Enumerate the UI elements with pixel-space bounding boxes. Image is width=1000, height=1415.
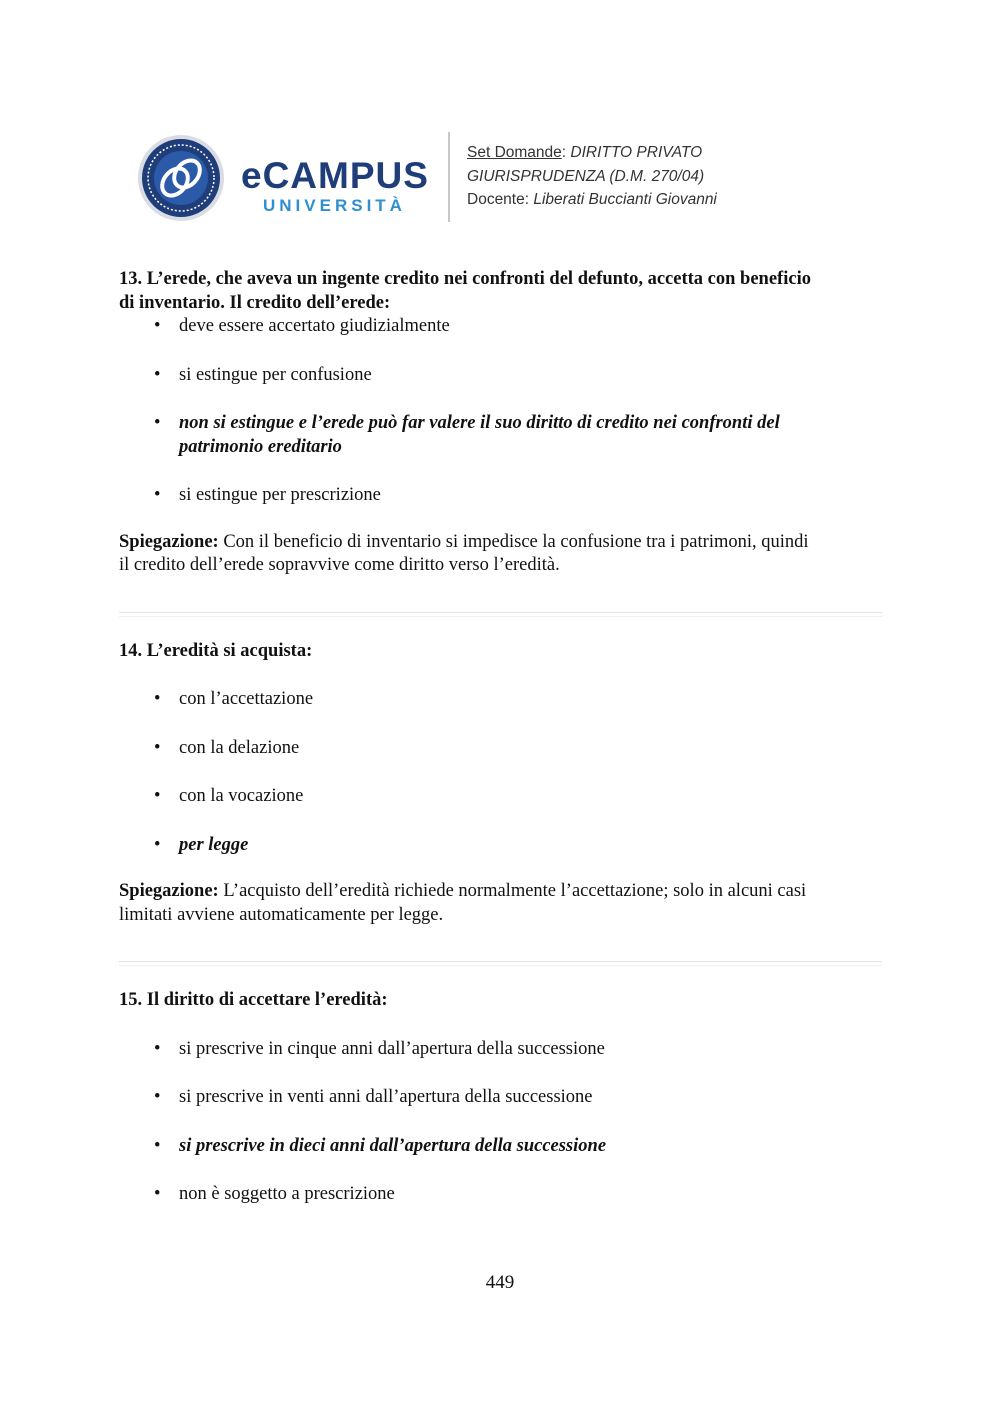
- logo-campus: CAMPUS: [262, 155, 429, 196]
- course-meta: [467, 141, 717, 212]
- bullet: •: [154, 316, 161, 336]
- explanation-text: il credito dell’erede sopravvive come diritto verso l’eredità.: [119, 555, 560, 575]
- logo-e: e: [241, 155, 263, 196]
- section-divider: [119, 612, 882, 617]
- option-text: con l’accettazione: [179, 689, 314, 709]
- question-title-line: 15. Il diritto di accettare l’eredità:: [119, 990, 388, 1010]
- option-text: si estingue per prescrizione: [179, 485, 381, 505]
- option-correct: [119, 1135, 882, 1159]
- section-divider: [119, 961, 882, 966]
- bullet: •: [154, 689, 161, 709]
- bullet: •: [154, 413, 161, 433]
- question-14-title: [119, 640, 882, 664]
- option: [119, 1183, 882, 1207]
- option: [119, 484, 882, 508]
- document-header: [137, 132, 757, 224]
- bullet: •: [154, 737, 161, 758]
- option-text: si estingue per confusione: [179, 364, 372, 385]
- question-title-line: di inventario. Il credito dell’erede:: [119, 292, 391, 313]
- option: [119, 1038, 882, 1062]
- question-15-options: [119, 1038, 882, 1207]
- explanation: [119, 531, 882, 578]
- option-correct: [119, 412, 882, 459]
- question-title-line: 13. L’erede, che aveva un ingente credito nei confronti del defunto, accetta con beneficio: [119, 269, 811, 289]
- option: [119, 1086, 882, 1110]
- option: [119, 688, 882, 712]
- option-correct: [119, 834, 882, 858]
- university-seal-icon: [137, 134, 225, 222]
- option-text: si prescrive in dieci anni dall’apertura della successione: [179, 1135, 607, 1156]
- bullet: •: [154, 1087, 161, 1107]
- question-13-title: [119, 268, 882, 315]
- option-text: si prescrive in cinque anni dall’apertura della successione: [179, 1038, 605, 1059]
- bullet: •: [154, 786, 161, 806]
- bullet: •: [154, 364, 161, 385]
- explanation-label: Spiegazione:: [119, 881, 219, 901]
- question-14-options: [119, 688, 882, 857]
- option-text: patrimonio ereditario: [179, 436, 342, 457]
- explanation-text: limitati avviene automaticamente per legge.: [119, 904, 444, 925]
- option-text: con la vocazione: [179, 786, 304, 806]
- page-number: 449: [485, 1272, 515, 1293]
- option: [119, 315, 882, 339]
- option: [119, 737, 882, 761]
- question-15-title: [119, 989, 882, 1013]
- bullet: •: [154, 1184, 161, 1204]
- header-divider: [448, 132, 450, 222]
- explanation-label: Spiegazione:: [119, 531, 219, 552]
- option-text: deve essere accertato giudizialmente: [179, 316, 450, 336]
- bullet: •: [154, 485, 161, 505]
- question-13-options: [119, 315, 882, 508]
- set-value: DIRITTO PRIVATO: [570, 144, 703, 161]
- page-content: [119, 268, 882, 1207]
- option-text: non è soggetto a prescrizione: [179, 1184, 395, 1204]
- bullet: •: [154, 834, 161, 855]
- bullet: •: [154, 1135, 161, 1156]
- docente-value: Liberati Buccianti Giovanni: [533, 191, 717, 208]
- explanation: [119, 880, 882, 927]
- option-text: per legge: [179, 834, 249, 855]
- option-text: non si estingue e l’erede può far valere il suo diritto di credito nei confronti del: [179, 413, 780, 433]
- ecampus-logo: [241, 156, 429, 216]
- docente-label: Docente: [467, 191, 525, 208]
- option: [119, 785, 882, 809]
- logo-universita: UNIVERSITÀ: [263, 196, 406, 215]
- set-label: Set Domande: [467, 144, 562, 161]
- colon: :: [524, 191, 534, 208]
- option: [119, 364, 882, 388]
- set-value-line2: GIURISPRUDENZA (D.M. 270/04): [467, 167, 705, 185]
- bullet: •: [154, 1038, 161, 1059]
- explanation-text: L’acquisto dell’eredità richiede normalmente l’accettazione; solo in alcuni casi: [218, 881, 807, 901]
- option-text: con la delazione: [179, 737, 300, 758]
- explanation-text: Con il beneficio di inventario si impedisce la confusione tra i patrimoni, quindi: [218, 531, 809, 552]
- colon: :: [561, 144, 571, 161]
- question-title-line: 14. L’eredità si acquista:: [119, 640, 313, 661]
- option-text: si prescrive in venti anni dall’apertura della successione: [179, 1087, 593, 1107]
